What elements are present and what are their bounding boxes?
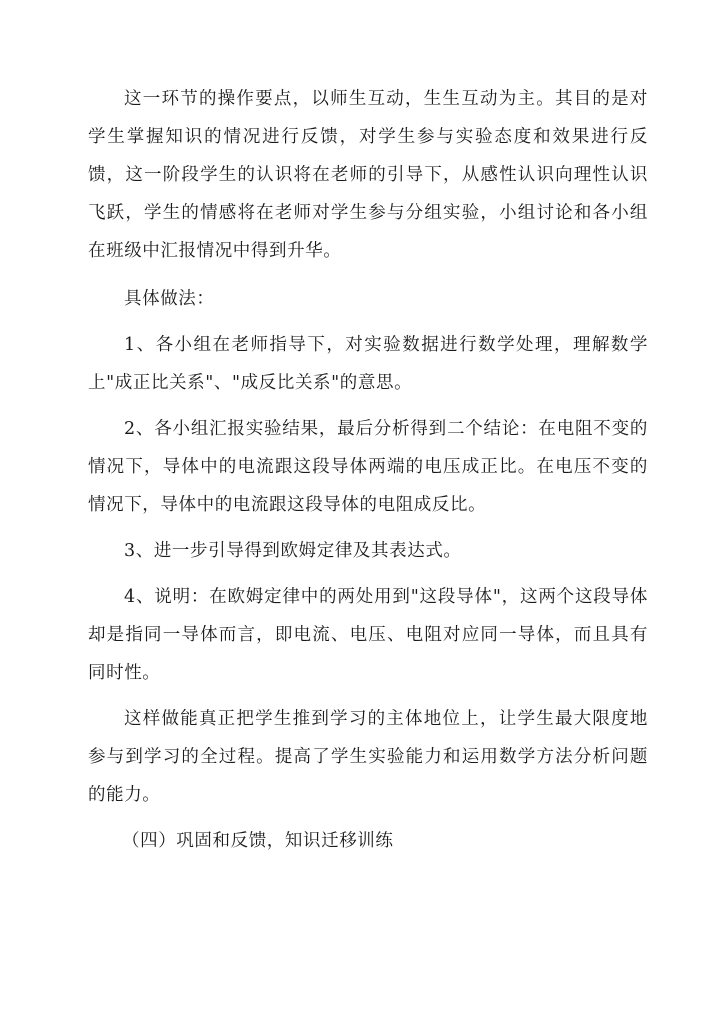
paragraph-summary: 这样做能真正把学生推到学习的主体地位上，让学生最大限度地参与到学习的全过程。提高了学生实验能力和运用数学方法分析问题的能力。: [88, 709, 648, 805]
paragraph-step-3: 3、进一步引导得到欧姆定律及其表达式。: [124, 541, 462, 561]
paragraph-step-4: 4、说明：在欧姆定律中的两处用到"这段导体"，这两个这段导体却是指同一导体而言，即电流、电压、电阻对应同一导体，而且具有同时性。: [88, 587, 648, 683]
paragraph-step-1: 1、各小组在老师指导下，对实验数据进行数学处理，理解数学上"成正比关系"、"成反比关系"的意思。: [88, 335, 648, 393]
paragraph-step-2: 2、各小组汇报实验结果，最后分析得到二个结论：在电阻不变的情况下，导体中的电流跟这段导体两端的电压成正比。在电压不变的情况下，导体中的电流跟这段导体的电阻成反比。: [88, 419, 648, 515]
section-heading-four: （四）巩固和反馈，知识迁移训练: [122, 831, 394, 851]
paragraph-interaction-focus: 这一环节的操作要点，以师生互动，生生互动为主。其目的是对学生掌握知识的情况进行反馈，对学生参与实验态度和效果进行反馈，这一阶段学生的认识将在老师的引导下，从感性认识向理性认识飞跃，学生的情感将在老师对学生参与分组实验，小组讨论和各小组在班级中汇报情况中得到升华。: [88, 89, 648, 261]
paragraph-method-heading: 具体做法：: [124, 289, 215, 309]
